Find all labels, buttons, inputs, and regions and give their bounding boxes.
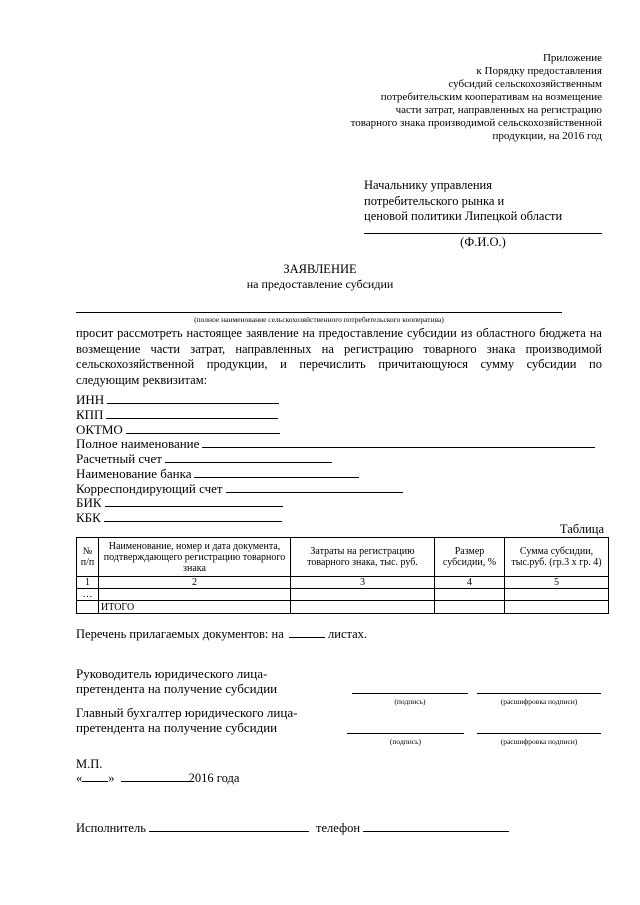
header-cell: Размер субсидии, % [435, 538, 505, 577]
full-name-field [76, 436, 595, 452]
column-number: 4 [435, 577, 505, 589]
table-cell [77, 601, 99, 614]
appendix-line: субсидий сельскохозяйственным [448, 78, 602, 90]
document-subtitle: на предоставление субсидии [246, 277, 394, 291]
bank-input-line[interactable] [194, 466, 359, 478]
request-text: просит рассмотреть настоящее заявление на предоставление субсидии из областного бюджета на возмещение части затрат, направленных на регистрацию товарного знака производимой сельскохозяйственной продукции, и перечислить причитающуюся сумму субсидии по следующим реквизитам: [76, 326, 602, 387]
table-cell[interactable] [505, 601, 609, 614]
coop-name-hint: (полное наименование сельскохозяйственного потребительского кооператива) [194, 315, 444, 324]
head-decoding-line[interactable] [477, 693, 601, 694]
kbk-label: КБК [76, 510, 101, 525]
addressee-line: Начальнику управления [364, 178, 492, 192]
kpp-field [76, 407, 278, 423]
table-cell[interactable] [291, 601, 435, 614]
executor-label: Исполнитель [76, 821, 146, 835]
ellipsis-cell: … [77, 589, 99, 601]
account-label: Расчетный счет [76, 451, 162, 466]
header-cell: Наименование, номер и дата документа, подтверждающего регистрацию товарного знака [99, 538, 291, 577]
date-line [76, 770, 239, 786]
table-header-row [77, 538, 609, 577]
executor-input-line[interactable] [149, 820, 309, 832]
bank-field [76, 466, 359, 482]
table-total-row [77, 601, 609, 614]
column-number: 2 [99, 577, 291, 589]
addressee-block [364, 178, 562, 225]
accountant-decoding-line[interactable] [477, 733, 601, 734]
table-row [77, 577, 609, 589]
close-quote: » [108, 771, 115, 785]
sheets-count-line[interactable] [289, 626, 325, 638]
appendix-line: части затрат, направленных на регистрацию [395, 104, 602, 116]
executor-line [76, 820, 509, 836]
signature-hint: (подпись) [389, 737, 422, 746]
corr-account-input-line[interactable] [226, 481, 403, 493]
coop-name-line[interactable] [76, 312, 562, 313]
appendix-line: потребительским кооперативам на возмещение [380, 91, 602, 103]
header-cell: Затраты на регистрацию товарного знака, тыс. руб. [291, 538, 435, 577]
addressee-line: ценовой политики Липецкой области [364, 209, 563, 223]
account-input-line[interactable] [165, 451, 332, 463]
head-label-line1: Руководитель юридического лица- [76, 666, 268, 681]
accountant-label-line1: Главный бухгалтер юридического лица- [76, 705, 298, 720]
kbk-field [76, 510, 282, 526]
kbk-input-line[interactable] [104, 510, 282, 522]
header-cell: Сумма субсидии, тыс.руб. (гр.3 х гр. 4) [505, 538, 609, 577]
table-caption: Таблица [559, 522, 604, 536]
header-cell: № п/п [77, 538, 99, 577]
bik-input-line[interactable] [105, 495, 283, 507]
full-name-label: Полное наименование [76, 436, 200, 451]
oktmo-label: ОКТМО [76, 422, 123, 437]
bank-label: Наименование банка [76, 466, 192, 481]
head-signature-line[interactable] [352, 693, 468, 694]
corr-account-label: Корреспондирующий счет [76, 481, 223, 496]
table-row [77, 589, 609, 601]
table-cell[interactable] [435, 589, 505, 601]
month-input-line[interactable] [121, 770, 189, 782]
kpp-input-line[interactable] [106, 407, 278, 419]
column-number: 3 [291, 577, 435, 589]
appendix-line: продукции, на 2016 год [492, 130, 602, 142]
attachments-suffix: листах. [328, 627, 368, 641]
table-cell[interactable] [435, 601, 505, 614]
head-label-line2: претендента на получение субсидии [76, 681, 278, 696]
bik-label: БИК [76, 495, 102, 510]
inn-field [76, 392, 279, 408]
document-title: ЗАЯВЛЕНИЕ [283, 262, 357, 276]
addressee-line: потребительского рынка и [364, 193, 505, 208]
decoding-hint: (расшифровка подписи) [500, 697, 578, 706]
accountant-label-line2: претендента на получение субсидии [76, 720, 278, 735]
full-name-input-line[interactable] [202, 436, 595, 448]
appendix-line: Приложение [542, 52, 602, 64]
day-input-line[interactable] [82, 770, 108, 782]
column-number: 5 [505, 577, 609, 589]
inn-label: ИНН [76, 392, 105, 407]
total-label: ИТОГО [99, 601, 291, 614]
appendix-line: товарного знака производимой сельскохозяйственной [350, 117, 602, 129]
kpp-label: КПП [76, 407, 104, 422]
subsidy-table [76, 537, 609, 614]
attachments-line [76, 626, 367, 642]
accountant-signature-line[interactable] [347, 733, 464, 734]
table-cell[interactable] [99, 589, 291, 601]
attachments-prefix: Перечень прилагаемых документов: на [76, 627, 284, 641]
signature-hint: (подпись) [394, 697, 426, 706]
stamp-label: М.П. [76, 757, 103, 771]
inn-input-line[interactable] [107, 392, 279, 404]
column-number: 1 [77, 577, 99, 589]
phone-label: телефон [316, 821, 361, 835]
fio-line[interactable] [364, 233, 602, 234]
table-cell[interactable] [505, 589, 609, 601]
open-quote: « [76, 771, 83, 785]
oktmo-input-line[interactable] [126, 422, 280, 434]
appendix-header [302, 52, 602, 143]
fio-label: (Ф.И.О.) [460, 235, 506, 249]
year-suffix: 2016 года [188, 771, 240, 785]
appendix-line: к Порядку предоставления [476, 65, 602, 77]
account-field [76, 451, 332, 467]
table-cell[interactable] [291, 589, 435, 601]
bik-field [76, 495, 283, 511]
decoding-hint: (расшифровка подписи) [500, 737, 578, 746]
phone-input-line[interactable] [363, 820, 509, 832]
